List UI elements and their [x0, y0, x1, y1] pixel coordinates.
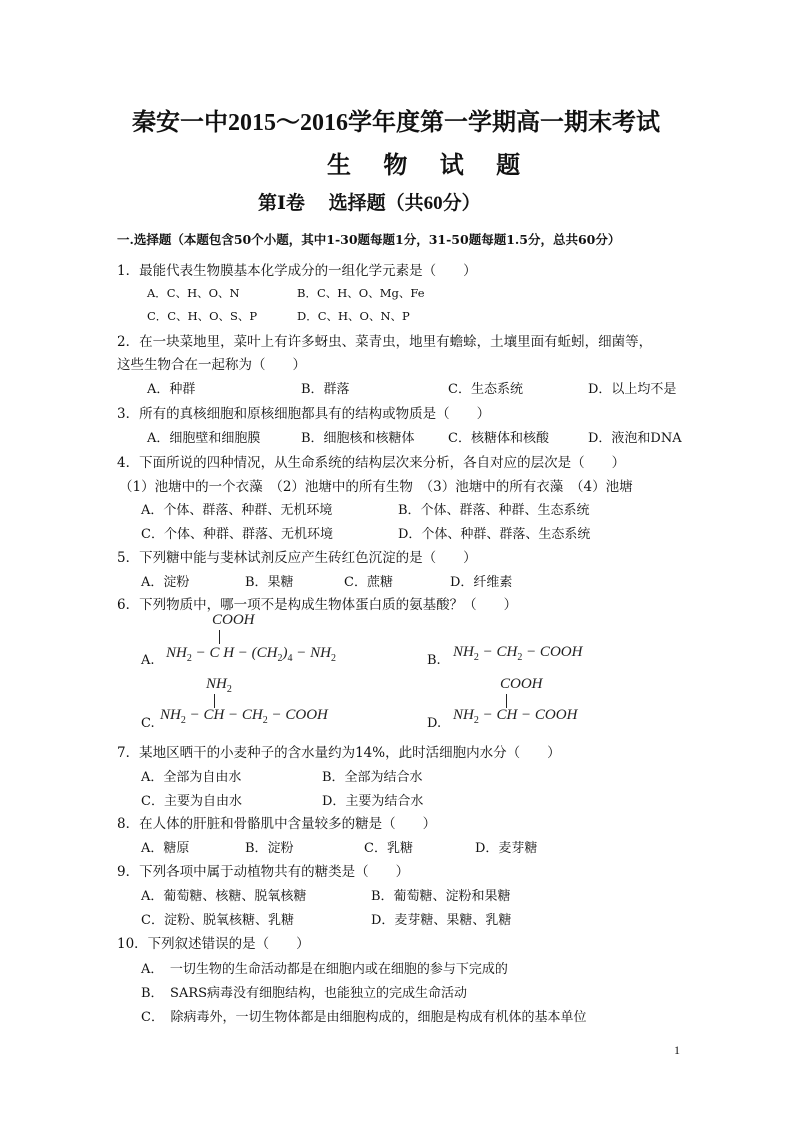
formula-a-sub: 2 — [186, 653, 192, 664]
formula-a-bond — [219, 630, 220, 644]
formula-b-sub: 2 — [473, 652, 479, 663]
formula-c-nh2: NH — [160, 707, 181, 723]
formula-a-paren: ) — [282, 645, 288, 661]
question-3-stem: 3．所有的真核细胞和原核细胞都具有的结构或物质是（ ） — [117, 406, 491, 422]
question-10-option-c: C． 除病毒外，一切生物体都是由细胞构成的，细胞是构成有机体的基本单位 — [141, 1010, 587, 1025]
question-9-option-a: A．葡萄糖、核糖、脱氧核糖 — [141, 889, 307, 904]
formula-a — [166, 645, 336, 664]
question-9-option-d: D．麦芽糖、果糖、乳糖 — [371, 913, 512, 928]
question-2-stem-line2: 这些生物合在一起称为（ ） — [117, 357, 306, 373]
question-3-option-c: C．核糖体和核酸 — [448, 431, 549, 446]
question-4-option-a: A．个体、群落、种群、无机环境 — [141, 503, 333, 518]
formula-c-top-sub: 2 — [226, 684, 232, 695]
formula-b-sub-ch2: 2 — [517, 652, 523, 663]
formula-a-sub-ch2: 2 — [277, 653, 283, 664]
question-8-option-a: A．糖原 — [141, 841, 190, 856]
question-9-stem: 9．下列各项中属于动植物共有的糖类是（ ） — [117, 864, 410, 880]
question-7-option-d: D．主要为结合水 — [322, 794, 424, 809]
question-4-stem: 4．下面所说的四种情况，从生命系统的结构层次来分析，各自对应的层次是（ ） — [117, 455, 626, 471]
question-4-option-d: D．个体、种群、群落、生态系统 — [398, 527, 591, 542]
formula-a-cooh: COOH — [212, 612, 255, 628]
question-2-stem: 2．在一块菜地里，菜叶上有许多蚜虫、菜青虫，地里有蟾蜍，土壤里面有蚯蚓，细菌等， — [117, 334, 653, 350]
question-3-option-b: B．细胞核和核糖体 — [301, 431, 415, 446]
formula-b-end: − COOH — [522, 644, 583, 660]
formula-a-sub-end: 2 — [330, 653, 336, 664]
question-8-option-d: D．麦芽糖 — [475, 841, 538, 856]
formula-a-end: − NH — [292, 645, 331, 661]
question-6-option-b: B. — [427, 653, 441, 668]
formula-a-nh2: NH — [166, 645, 187, 661]
formula-b — [453, 644, 582, 663]
formula-a-sub-4: 4 — [287, 653, 293, 664]
formula-c-middle: − CH − CH — [185, 707, 263, 723]
question-8-stem: 8．在人体的肝脏和骨骼肌中含量较多的糖是（ ） — [117, 816, 437, 832]
question-8-option-c: C．乳糖 — [364, 841, 413, 856]
question-2-option-d: D．以上均不是 — [588, 382, 677, 397]
formula-d-nh2: NH — [453, 707, 474, 723]
exam-title: 秦安一中2015～2016学年度第一学期高一期末考试 — [132, 110, 660, 136]
question-6-stem: 6．下列物质中，哪一项不是构成生物体蛋白质的氨基酸？（ ） — [117, 597, 518, 613]
formula-d-sub: 2 — [473, 715, 479, 726]
formula-a-middle: − C H − (CH — [191, 645, 278, 661]
question-5-option-d: D．纤维素 — [450, 575, 513, 590]
formula-c-top-label: NH — [206, 676, 227, 692]
formula-b-nh2: NH — [453, 644, 474, 660]
page-number: 1 — [674, 1043, 680, 1057]
question-6-option-d: D. — [427, 716, 442, 731]
question-10-stem: 10．下列叙述错误的是（ ） — [117, 936, 310, 952]
question-4-option-c: C．个体、种群、群落、无机环境 — [141, 527, 333, 542]
question-10-option-b: B． SARS病毒没有细胞结构，也能独立的完成生命活动 — [141, 986, 468, 1001]
question-7-option-c: C．主要为自由水 — [141, 794, 242, 809]
question-9-option-c: C．淀粉、脱氧核糖、乳糖 — [141, 913, 294, 928]
question-10-option-a: A． 一切生物的生命活动都是在细胞内或在细胞的参与下完成的 — [141, 962, 508, 977]
part-title: 第Ⅰ卷 选择题（共60分） — [258, 193, 481, 214]
question-9-option-b: B．葡萄糖、淀粉和果糖 — [371, 889, 511, 904]
formula-d-bond — [506, 694, 507, 708]
question-5-stem: 5．下列糖中能与斐林试剂反应产生砖红色沉淀的是（ ） — [117, 550, 477, 566]
question-8-option-b: B．淀粉 — [245, 841, 294, 856]
question-1-option-a: A．C、H、O、N — [147, 286, 240, 300]
question-5-option-b: B．果糖 — [245, 575, 294, 590]
question-6-option-c: C. — [141, 716, 155, 731]
formula-d-end: − CH − COOH — [478, 707, 578, 723]
formula-c-bond — [214, 694, 215, 708]
formula-d-cooh: COOH — [500, 676, 543, 692]
question-4-stem-line2: （1）池塘中的一个衣藻 （2）池塘中的所有生物 （3）池塘中的所有衣藻 （4）池塘 — [119, 479, 633, 495]
formula-c — [160, 707, 328, 726]
question-5-option-a: A．淀粉 — [141, 575, 190, 590]
question-3-option-d: D．液泡和DNA — [588, 431, 682, 446]
question-7-option-b: B．全部为结合水 — [322, 770, 423, 785]
question-2-option-a: A．种群 — [147, 382, 196, 397]
question-3-option-a: A．细胞壁和细胞膜 — [147, 431, 261, 446]
formula-b-middle: − CH — [478, 644, 518, 660]
formula-d — [453, 707, 577, 726]
formula-c-sub: 2 — [180, 715, 186, 726]
question-5-option-c: C．蔗糖 — [344, 575, 393, 590]
question-6-option-a: A. — [141, 653, 155, 668]
formula-c-nh2-top — [206, 676, 232, 695]
question-1-stem: 1．最能代表生物膜基本化学成分的一组化学元素是（ ） — [117, 263, 477, 279]
formula-c-end: − COOH — [267, 707, 328, 723]
question-7-stem: 7．某地区晒干的小麦种子的含水量约为14%，此时活细胞内水分（ ） — [117, 745, 561, 761]
question-2-option-b: B．群落 — [301, 382, 350, 397]
question-2-option-c: C．生态系统 — [448, 382, 523, 397]
section-heading: 一.选择题（本题包含50个小题，其中1-30题每题1分，31-50题每题1.5分，总共60分） — [117, 232, 621, 247]
question-1-option-b: B．C、H、O、Mg、Fe — [297, 286, 425, 300]
question-7-option-a: A．全部为自由水 — [141, 770, 242, 785]
question-1-option-c: C．C、H、O、S、P — [147, 309, 258, 323]
question-4-option-b: B．个体、群落、种群、生态系统 — [398, 503, 590, 518]
subject-title: 生 物 试 题 — [327, 150, 533, 179]
question-1-option-d: D．C、H、O、N、P — [297, 309, 410, 323]
formula-c-sub-ch2: 2 — [262, 715, 268, 726]
